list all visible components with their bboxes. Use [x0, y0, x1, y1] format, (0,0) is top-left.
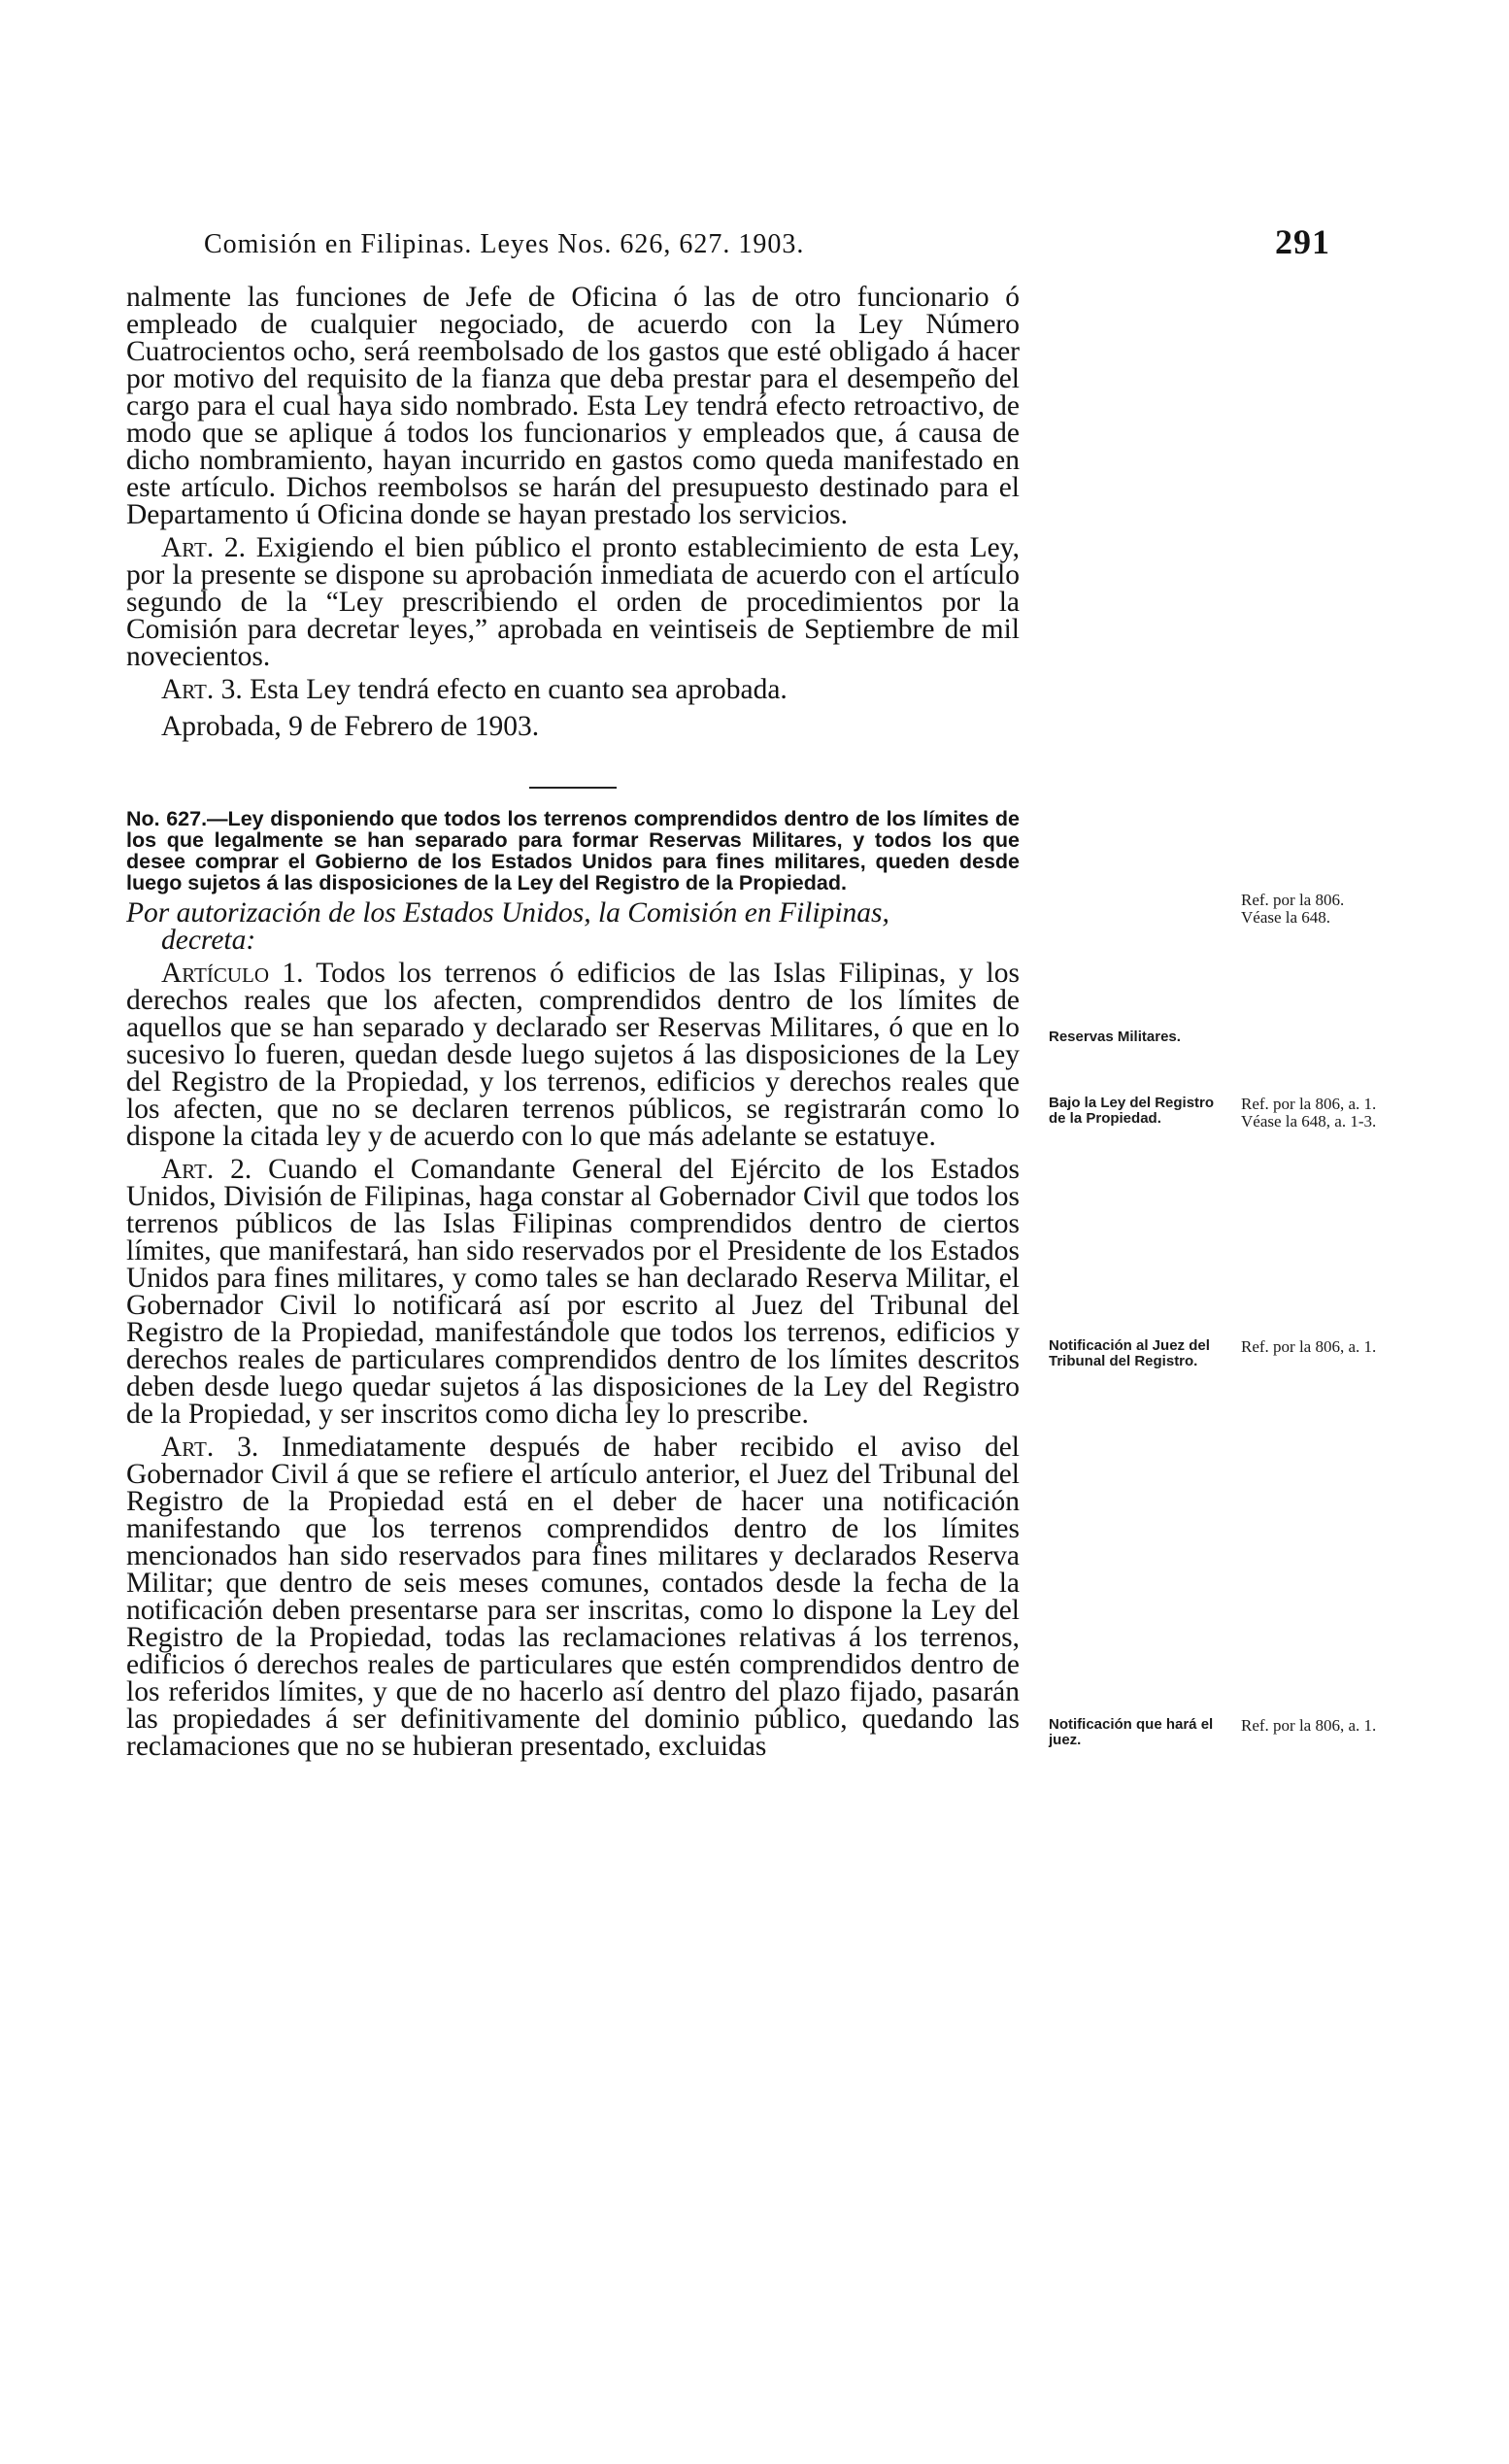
margin-note-juez: Notificación que hará el juez. [1049, 1716, 1214, 1748]
margin-note-notificacion: Notificación al Juez del Tribunal del Registro. [1049, 1337, 1210, 1369]
enacting-clause [126, 899, 1020, 954]
article-label: Art. 2. [161, 532, 247, 563]
margin-ref-1: Ref. por la 806. Véase la 648. [1241, 891, 1345, 927]
page-number: 291 [1275, 222, 1330, 261]
margin-note-registro: Bajo la Ley del Registro de la Propiedad. [1049, 1095, 1215, 1127]
article-label: Art. 2. [161, 1154, 252, 1185]
article-text: Todos los terrenos ó edificios de las Islas Filipinas, y los derechos reales que los afecten, comprendidos dentro de los límites de aquellos que se han separado y declarado ser Reservas Militares, ó que en lo sucesivo lo fueren, quedan desde luego sujetos á las disposiciones de la Ley del Registro de la Propiedad, y los terrenos, edificios y derechos reales que los afecten, que no se declaren terrenos públicos, se registrarán como lo dispone la citada ley y de acuerdo con lo que más adelante se estatuye. [126, 958, 1020, 1152]
main-text [126, 284, 1020, 1766]
article-text: Exigiendo el bien público el pronto establecimiento de esta Ley, por la presente se dispone su aprobación inmediata de acuerdo con el artículo segundo de la “Ley prescribiendo el orden de procedimientos por la Comisión para decretar leyes,” aprobada en veintiseis de Septiembre de mil novecientos. [126, 532, 1020, 672]
margin-note-reservas: Reservas Militares. [1049, 1029, 1181, 1045]
margin-ref-3: Ref. por la 806, a. 1. [1241, 1337, 1377, 1356]
article-text: Esta Ley tendrá efecto en cuanto sea aprobada. [242, 674, 788, 705]
enacting-text: Por autorización de los Estados Unidos, la Comisión en Filipinas, [126, 897, 889, 928]
section-divider [529, 787, 617, 789]
article-label: Art. 3. [161, 1432, 259, 1463]
article-text: Inmediatamente después de haber recibido el aviso del Gobernador Civil á que se refiere el artículo anterior, el Juez del Tribunal del Registro de la Propiedad está en el deber de hacer una notificación manifestando que los terrenos comprendidos dentro de los límites mencionados han sido reservados para fines militares y declarados Reserva Militar; que dentro de seis meses comunes, contados desde la fecha de la notificación deben presentarse para ser inscritas, como lo dispone la Ley del Registro de la Propiedad, todas las reclamaciones relativas á los terrenos, edificios ó derechos reales de particulares que estén comprendidos dentro de los referidos límites, y que de no hacerlo así dentro del plazo fijado, pasarán las propiedades á ser definitivamente del dominio público, quedando las reclamaciones que no se hubieran presentado, excluidas [126, 1432, 1020, 1762]
article-2-law-626 [126, 534, 1020, 670]
approval-date: Aprobada, 9 de Febrero de 1903. [161, 711, 540, 742]
article-2-law-627 [126, 1156, 1020, 1428]
margin-ref-2: Ref. por la 806, a. 1. Véase la 648, a. 1-3. [1241, 1095, 1377, 1131]
margin-ref-4: Ref. por la 806, a. 1. [1241, 1716, 1377, 1735]
article-label: Art. 3. [161, 674, 243, 705]
paragraph-continuation: nalmente las funciones de Jefe de Oficina ó las de otro funcionario ó empleado de cualquier negociado, de acuerdo con la Ley Número Cuatrocientos ocho, será reembolsado de los gastos que esté obligado á hacer por motivo del requisito de la fianza que deba prestar para el desempeño del cargo para el cual haya sido nombrado. Esta Ley tendrá efecto retroactivo, de modo que se aplique á todos los funcionarios y empleados que, á causa de dicho nombramiento, hayan incurrido en gastos como queda manifestado en este artículo. Dichos reembolsos se harán del presupuesto destinado para el Departamento ú Oficina donde se hayan prestado los servicios. [126, 282, 1020, 530]
article-text: Cuando el Comandante General del Ejército de los Estados Unidos, División de Filipinas, haga constar al Gobernador Civil que todos los terrenos públicos de las Islas Filipinas comprendidos dentro de ciertos límites, que manifestará, han sido reservados por el Presidente de los Estados Unidos para fines militares, y como tales se han declarado Reserva Militar, el Gobernador Civil lo notificará así por escrito al Juez del Tribunal del Registro de la Propiedad, manifestándole que todos los terrenos, edificios y derechos reales de particulares comprendidos dentro de los límites descritos deben desde luego quedar sujetos á las disposiciones de la Ley del Registro de la Propiedad, y ser inscritos como dicha ley lo prescribe. [126, 1154, 1020, 1430]
running-header [204, 222, 1330, 261]
article-1-law-627 [126, 960, 1020, 1150]
article-3-law-626 [126, 676, 1020, 703]
running-title: Comisión en Filipinas. Leyes Nos. 626, 627. 1903. [204, 229, 805, 259]
law-627-title: No. 627.—Ley disponiendo que todos los terrenos comprendidos dentro de los límites de los que legalmente se han separado para formar Reservas Militares, y todos los que desee comprar el Gobierno de los Estados Unidos para fines militares, queden desde luego sujetos á las disposiciones de la Ley del Registro de la Propiedad. [126, 807, 1020, 894]
article-label: Artículo 1. [161, 958, 304, 989]
article-3-law-627 [126, 1434, 1020, 1760]
decreta-text: decreta: [161, 925, 256, 956]
